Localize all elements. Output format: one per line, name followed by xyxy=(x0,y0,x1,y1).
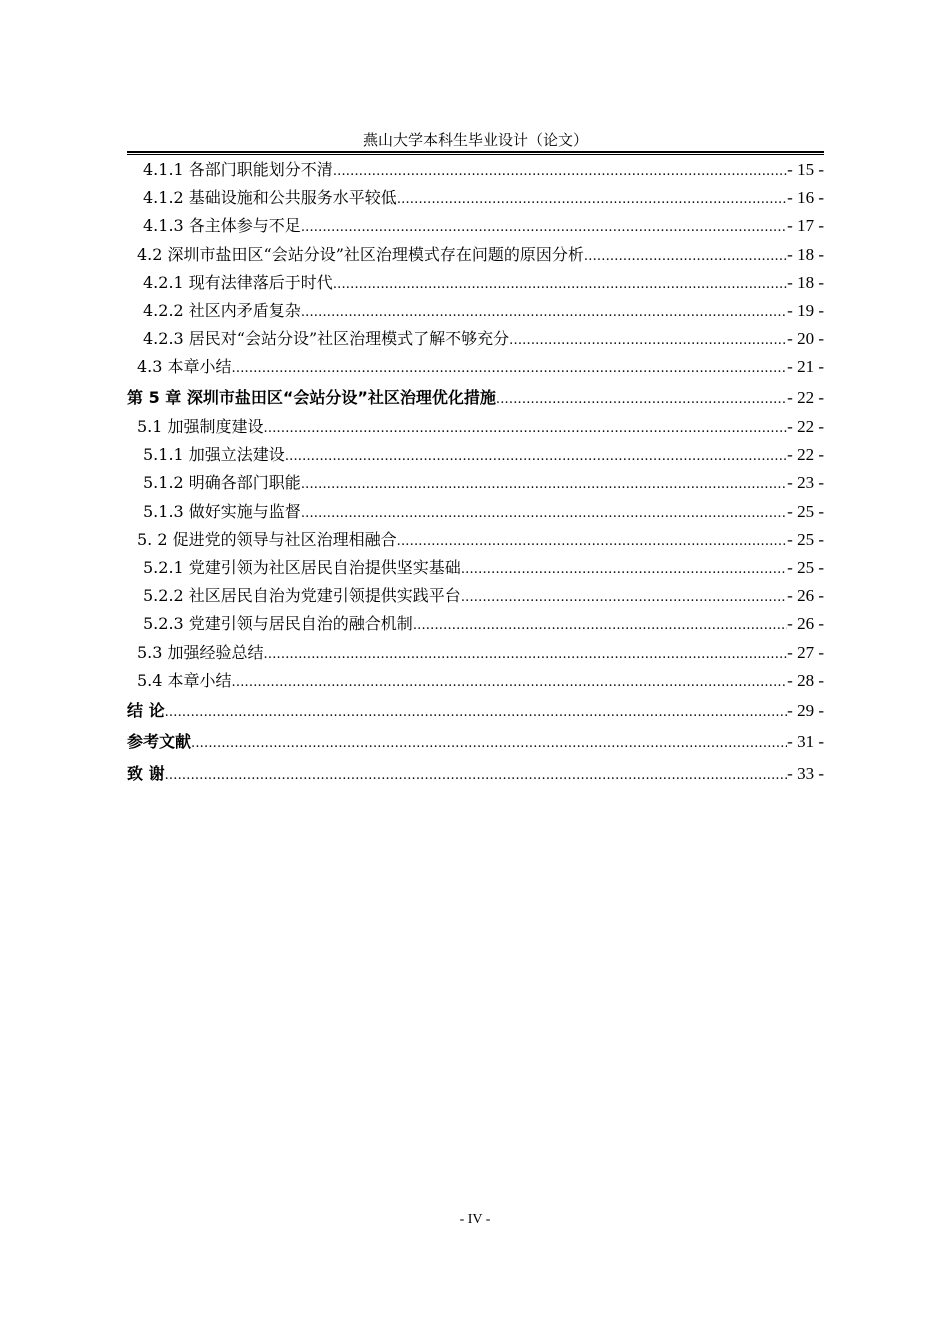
toc-entry[interactable] xyxy=(127,758,824,790)
toc-entry-page: - 29 - xyxy=(787,700,824,720)
toc-entry[interactable] xyxy=(127,695,824,727)
toc-entry-title: 5.2.3 党建引领与居民自治的融合机制 xyxy=(143,614,413,634)
toc-entry-page: - 27 - xyxy=(787,642,824,662)
toc-entry-title: 5.2.2 社区居民自治为党建引领提供实践平台 xyxy=(143,586,461,606)
toc-entry-page: - 18 - xyxy=(787,244,824,264)
toc-entry-page: - 15 - xyxy=(787,160,824,179)
header-rule-thick xyxy=(127,151,824,153)
toc-entry-title: 4.1.3 各主体参与不足 xyxy=(143,216,301,236)
toc-entry-page: - 19 - xyxy=(787,300,824,320)
toc-dot-leader xyxy=(461,556,787,584)
toc-entry-title: 结 论 xyxy=(127,700,165,720)
toc-dot-leader xyxy=(333,271,787,299)
toc-entry-title: 4.1.1 各部门职能划分不清 xyxy=(143,160,333,179)
toc-entry[interactable] xyxy=(127,184,824,212)
toc-dot-leader xyxy=(584,243,787,271)
toc-entry[interactable] xyxy=(127,382,824,414)
toc-dot-leader xyxy=(301,471,787,499)
toc-entry-page: - 28 - xyxy=(787,670,824,690)
toc-dot-leader xyxy=(165,697,788,729)
toc-entry[interactable] xyxy=(127,726,824,758)
toc-entry[interactable] xyxy=(127,582,824,610)
toc-entry-title: 5.4 本章小结 xyxy=(137,670,232,690)
toc-entry-page: - 17 - xyxy=(787,216,824,236)
toc-entry[interactable] xyxy=(127,610,824,638)
toc-entry-page: - 18 - xyxy=(787,272,824,292)
toc-entry[interactable] xyxy=(127,413,824,441)
toc-entry-title: 4.3 本章小结 xyxy=(137,357,232,377)
toc-dot-leader xyxy=(509,327,787,355)
toc-entry-title: 5.1.2 明确各部门职能 xyxy=(143,473,301,493)
toc-entry-page: - 21 - xyxy=(787,357,824,377)
toc-dot-leader xyxy=(301,500,787,528)
toc-entry-title: 5.2.1 党建引领为社区居民自治提供坚实基础 xyxy=(143,557,461,577)
toc-entry[interactable] xyxy=(127,498,824,526)
header-rule-thin xyxy=(127,154,824,155)
toc-entry-page: - 25 - xyxy=(787,501,824,521)
toc-dot-leader xyxy=(333,158,787,186)
toc-entry-title: 5.3 加强经验总结 xyxy=(137,642,264,662)
toc-dot-leader xyxy=(397,528,788,556)
toc-entry-title: 5.1.1 加强立法建设 xyxy=(143,445,285,465)
toc-dot-leader xyxy=(191,728,787,760)
toc-entry[interactable] xyxy=(127,241,824,269)
table-of-contents xyxy=(127,156,824,789)
toc-entry-page: - 20 - xyxy=(787,329,824,349)
page-header-title: 燕山大学本科生毕业设计（论文） xyxy=(362,131,588,149)
toc-entry-title: 4.2.2 社区内矛盾复杂 xyxy=(143,300,301,320)
toc-entry-page: - 25 - xyxy=(787,529,824,549)
toc-entry-title: 4.2 深圳市盐田区“会站分设”社区治理模式存在问题的原因分析 xyxy=(137,244,584,264)
toc-entry[interactable] xyxy=(127,526,824,554)
toc-entry-page: - 22 - xyxy=(787,445,824,465)
toc-entry-title: 5.1 加强制度建设 xyxy=(137,417,264,436)
toc-entry-title: 4.2.3 居民对“会站分设”社区治理模式了解不够充分 xyxy=(143,329,510,349)
toc-entry[interactable] xyxy=(127,212,824,240)
toc-entry-page: - 16 - xyxy=(787,188,824,208)
toc-entry-page: - 26 - xyxy=(787,614,824,634)
toc-entry-title: 致 谢 xyxy=(127,763,165,783)
toc-entry[interactable] xyxy=(127,639,824,667)
toc-entry[interactable] xyxy=(127,297,824,325)
toc-entry-title: 5. 2 促进党的领导与社区治理相融合 xyxy=(137,529,397,549)
toc-entry-title: 参考文献 xyxy=(127,732,192,752)
toc-entry-title: 第 5 章 深圳市盐田区“会站分设”社区治理优化措施 xyxy=(127,387,496,407)
toc-dot-leader xyxy=(496,384,787,416)
toc-dot-leader xyxy=(165,760,788,792)
toc-dot-leader xyxy=(264,415,788,443)
toc-entry[interactable] xyxy=(127,353,824,381)
toc-entry-page: - 26 - xyxy=(787,586,824,606)
toc-entry-page: - 31 - xyxy=(787,732,824,752)
toc-entry-page: - 25 - xyxy=(787,557,824,577)
toc-dot-leader xyxy=(397,186,787,214)
toc-entry-title: 4.2.1 现有法律落后于时代 xyxy=(143,272,333,292)
toc-dot-leader xyxy=(264,641,788,669)
toc-dot-leader xyxy=(301,299,787,327)
toc-entry-page: - 22 - xyxy=(787,417,824,436)
toc-entry-title: 5.1.3 做好实施与监督 xyxy=(143,501,301,521)
toc-entry[interactable] xyxy=(127,325,824,353)
page-number-footer: - IV - xyxy=(459,1212,491,1227)
toc-entry-page: - 22 - xyxy=(787,387,824,407)
toc-entry-title: 4.1.2 基础设施和公共服务水平较低 xyxy=(143,188,397,208)
toc-dot-leader xyxy=(461,584,787,612)
toc-dot-leader xyxy=(285,443,787,471)
toc-entry[interactable] xyxy=(127,441,824,469)
toc-entry[interactable] xyxy=(127,469,824,497)
toc-dot-leader xyxy=(413,612,787,640)
toc-dot-leader xyxy=(232,669,788,697)
toc-entry[interactable] xyxy=(127,269,824,297)
toc-dot-leader xyxy=(301,214,787,242)
toc-dot-leader xyxy=(232,355,788,383)
toc-entry[interactable] xyxy=(127,667,824,695)
toc-entry[interactable] xyxy=(127,554,824,582)
toc-entry-page: - 33 - xyxy=(787,763,824,783)
toc-entry-page: - 23 - xyxy=(787,473,824,493)
toc-entry[interactable] xyxy=(127,156,824,184)
